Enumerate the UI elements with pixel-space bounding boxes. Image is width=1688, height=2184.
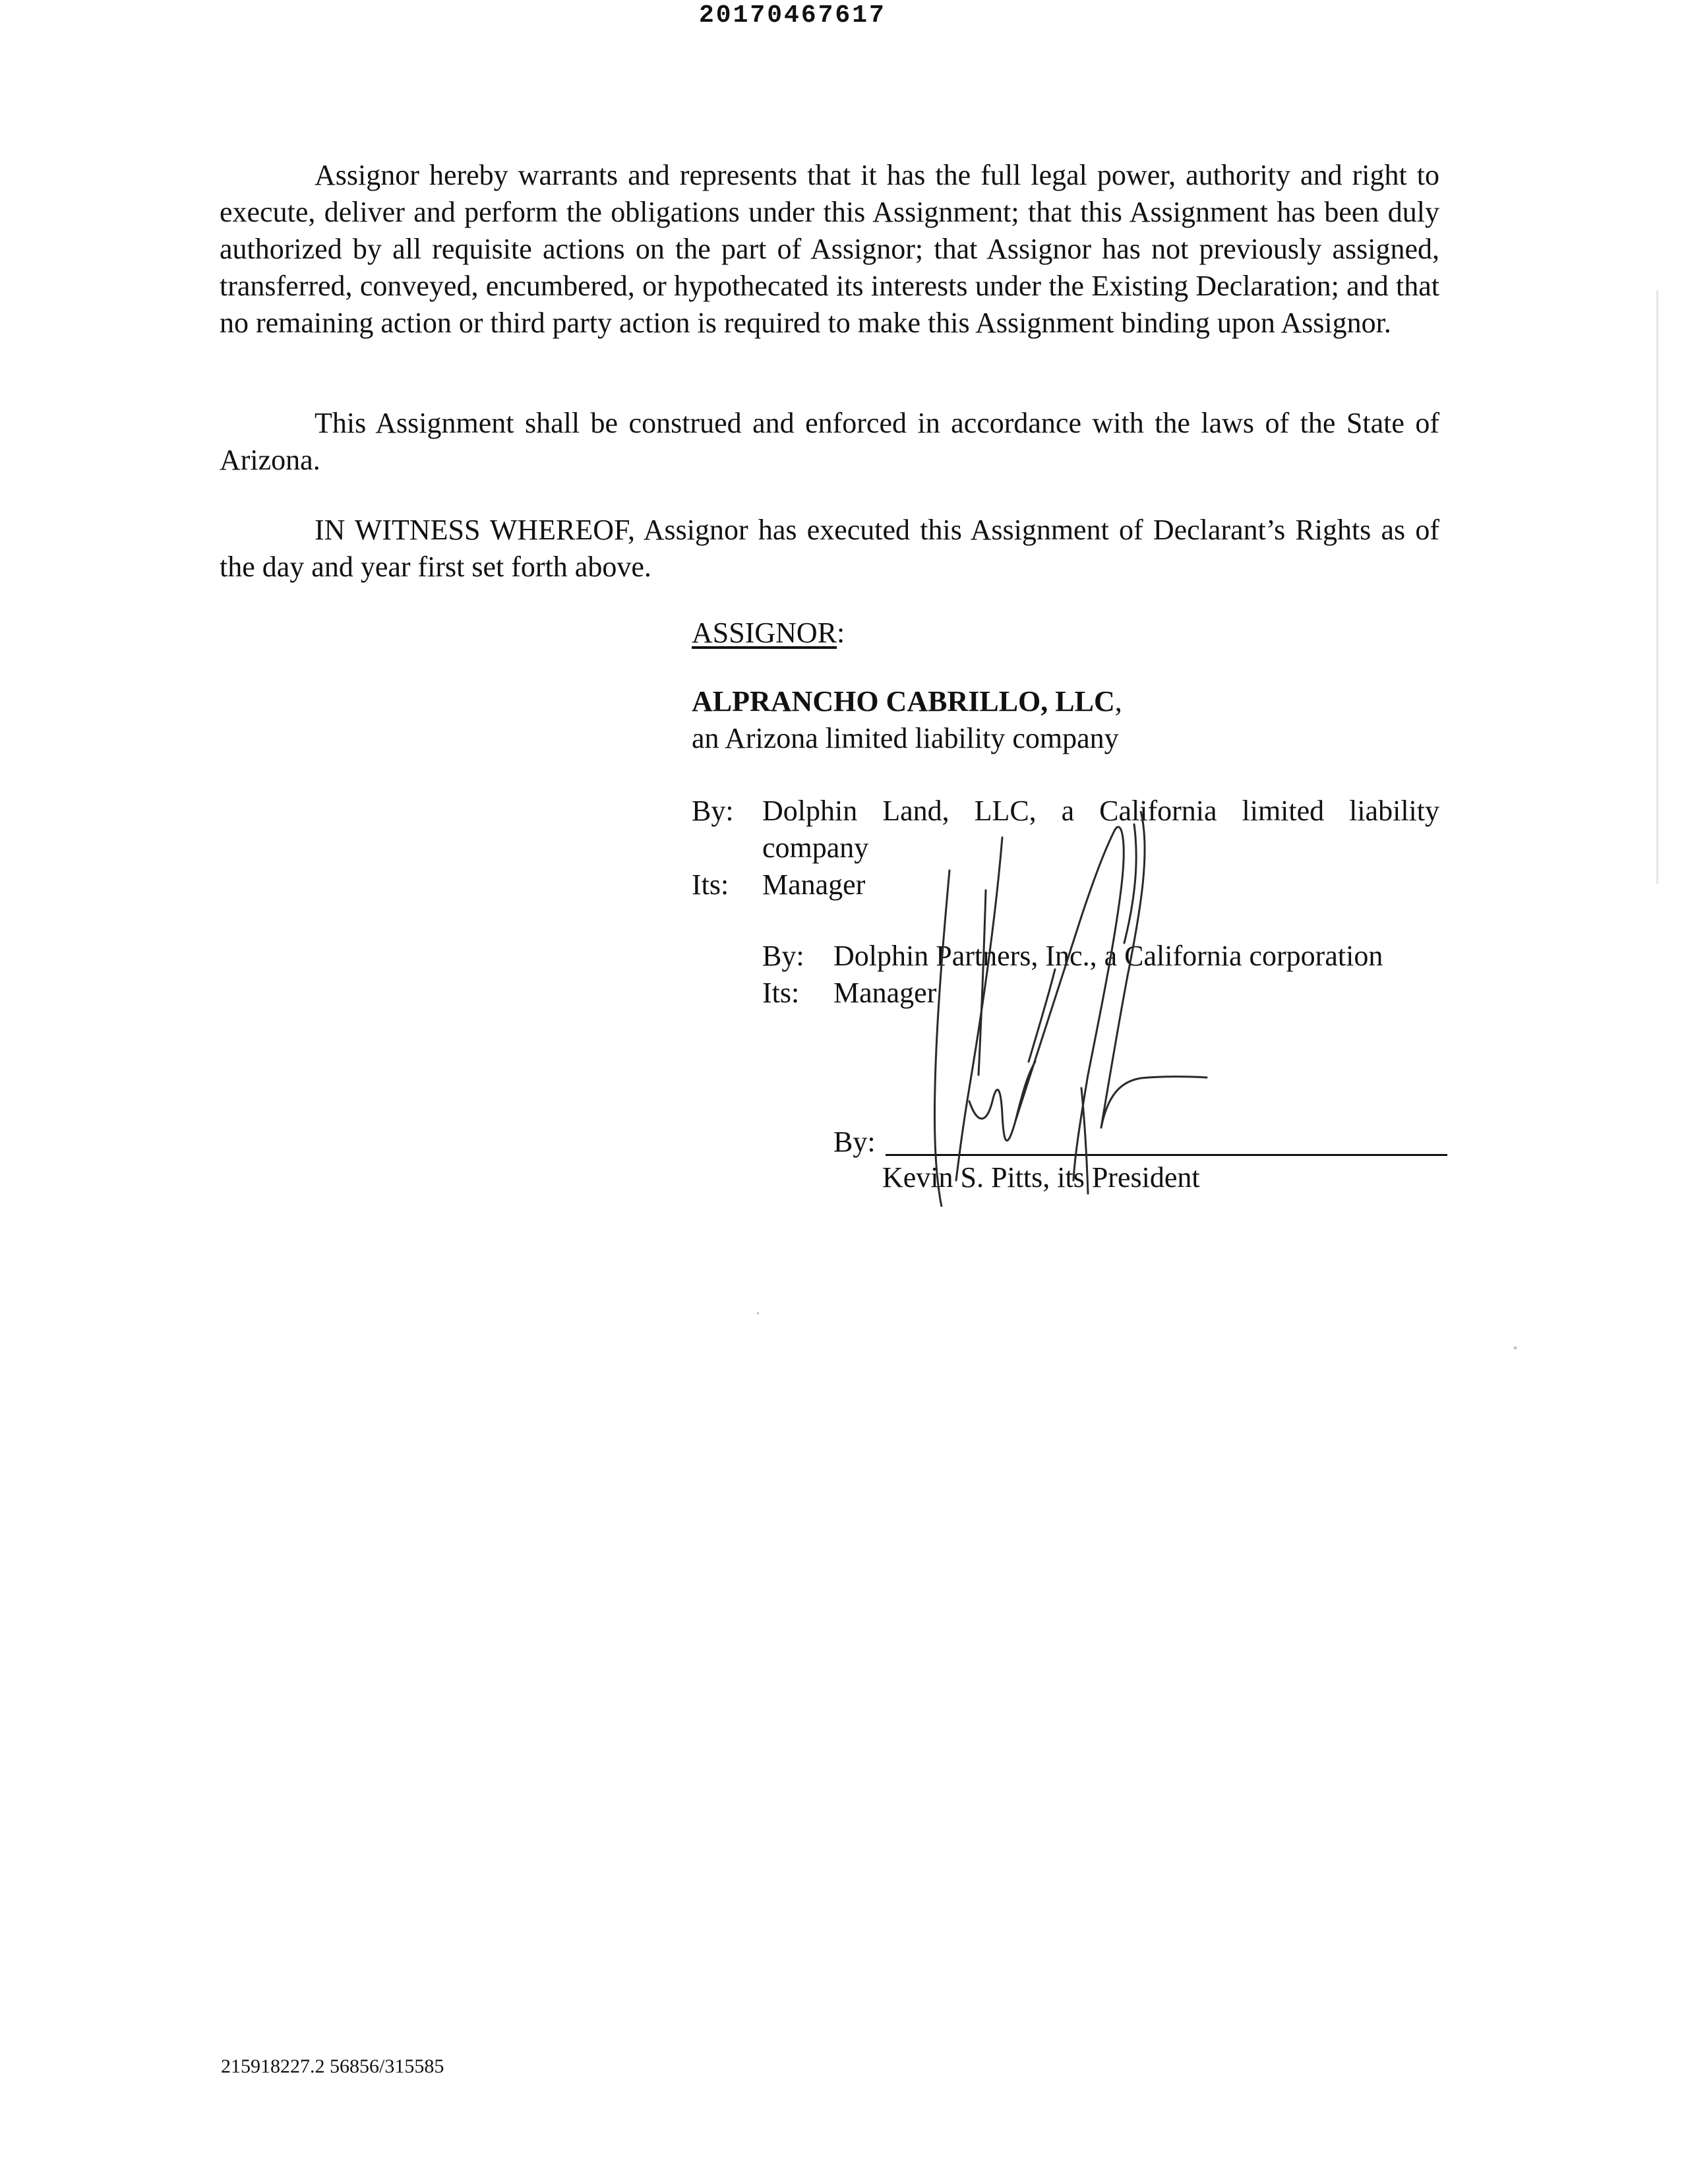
assignor-heading-colon: : bbox=[837, 617, 845, 649]
by-label-level1: By: bbox=[692, 795, 734, 827]
by-value-level1: Dolphin Land, LLC, a California limited liability company bbox=[762, 795, 1439, 864]
witness-paragraph bbox=[220, 512, 1439, 586]
company-name bbox=[692, 683, 1122, 720]
by-label-level2: By: bbox=[762, 940, 804, 972]
assignor-heading bbox=[692, 615, 845, 652]
assignor-heading-label: ASSIGNOR bbox=[692, 617, 837, 649]
handwritten-signature bbox=[923, 811, 1213, 1207]
signer-name: Kevin S. Pitts, its President bbox=[882, 1161, 1200, 1194]
its-label-level2: Its: bbox=[762, 977, 800, 1009]
warranty-paragraph-text: Assignor hereby warrants and represents that it has the full legal power, authority and right to execute, deliver and perform the obligations under this Assignment; that this Assignment has been duly authorized by all requisite actions on the part of Assignor; that Assignor has not previously assigned, transferred, conveyed, encumbered, or hypothecated its interests under the Existing Declaration; and that no remaining action or third party action is required to make this Assignment binding upon Assignor. bbox=[220, 159, 1439, 339]
scan-speck bbox=[1514, 1347, 1517, 1349]
governing-law-paragraph bbox=[220, 405, 1439, 479]
scan-edge-mark bbox=[1656, 290, 1658, 884]
document-reference: 215918227.2 56856/315585 bbox=[221, 2055, 444, 2077]
recording-number: 20170467617 bbox=[699, 1, 886, 30]
company-name-text: ALPRANCHO CABRILLO, LLC bbox=[692, 685, 1115, 717]
its-value-level1: Manager bbox=[762, 868, 866, 901]
company-name-comma: , bbox=[1114, 685, 1122, 717]
scan-speck bbox=[757, 1312, 759, 1314]
witness-paragraph-text: IN WITNESS WHEREOF, Assignor has executed this Assignment of Declarant’s Rights as of the day and year first set forth above. bbox=[220, 514, 1439, 583]
its-value-level2: Manager bbox=[833, 977, 937, 1009]
by-label-signer: By: bbox=[833, 1126, 876, 1158]
its-label-level1: Its: bbox=[692, 868, 729, 901]
governing-law-paragraph-text: This Assignment shall be construed and enforced in accordance with the laws of the State of Arizona. bbox=[220, 407, 1439, 476]
warranty-paragraph bbox=[220, 157, 1439, 342]
company-description: an Arizona limited liability company bbox=[692, 722, 1119, 754]
by-value-level2: Dolphin Partners, Inc., a California corporation bbox=[833, 940, 1383, 972]
